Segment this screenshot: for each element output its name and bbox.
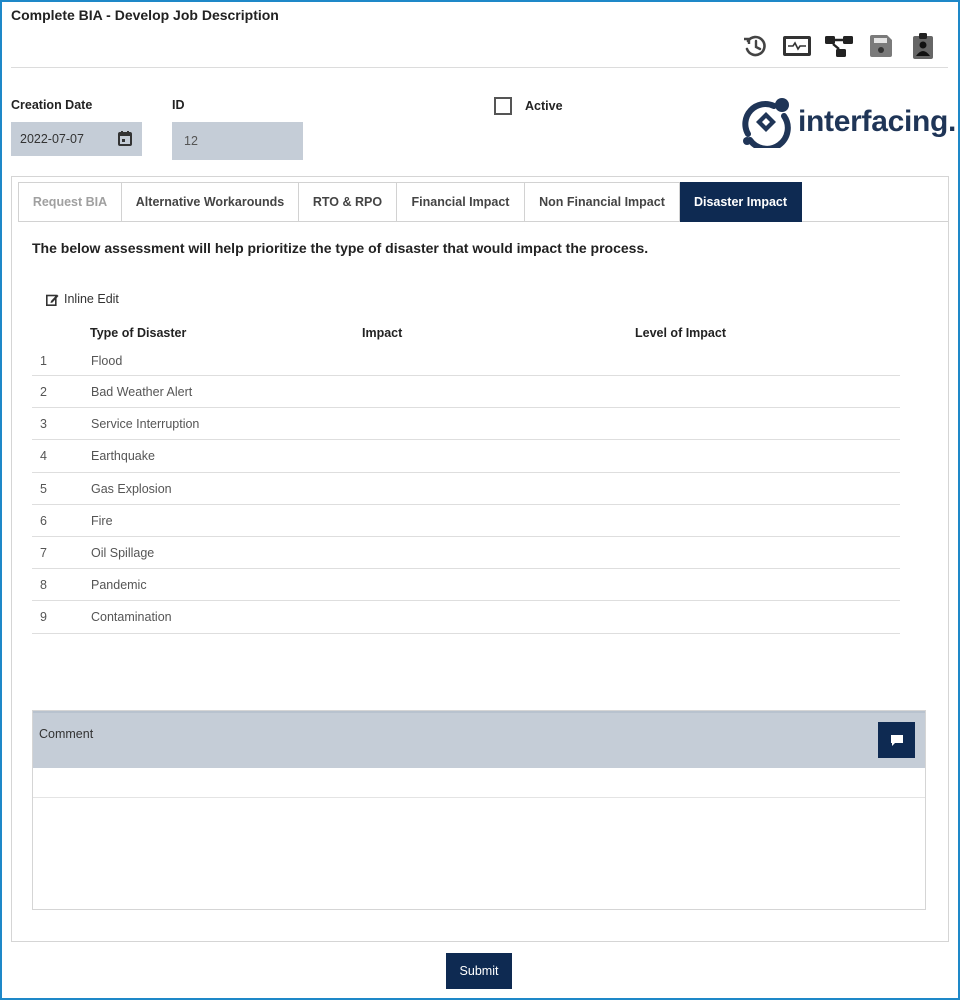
tab-non-financial-impact[interactable]: Non Financial Impact [525,182,680,222]
row-number: 9 [40,610,47,625]
table-row[interactable] [32,473,900,505]
disaster-table [32,345,900,634]
creation-date-field[interactable] [11,122,142,156]
active-checkbox[interactable] [494,97,512,115]
tab-bar-underline [802,221,948,222]
comment-header [33,711,925,768]
table-row[interactable] [32,569,900,601]
interfacing-logo-icon [740,96,792,148]
workflow-button[interactable] [824,31,854,61]
logo [740,96,956,148]
comment-panel [32,710,926,910]
tab-request-bia[interactable]: Request BIA [18,182,122,222]
disaster-type: Gas Explosion [91,481,172,496]
tab-alternative-workarounds[interactable]: Alternative Workarounds [122,182,299,222]
disaster-type: Bad Weather Alert [91,385,193,399]
disaster-type: Fire [91,513,113,528]
column-header-impact: Impact [362,326,403,340]
inline-edit-button[interactable] [46,292,119,306]
id-field [172,122,303,160]
table-row[interactable] [32,537,900,569]
history-icon [742,33,768,59]
header-divider [11,67,948,68]
tab-rto-rpo[interactable]: RTO & RPO [299,182,397,222]
save-button[interactable] [866,31,896,61]
clipboard-button[interactable] [908,31,938,61]
toolbar [740,31,938,61]
disaster-type: Flood [91,354,123,368]
tab-bar [18,182,802,222]
submit-button[interactable]: Submit [446,953,512,989]
comment-title: Comment [39,727,94,741]
column-header-type: Type of Disaster [90,326,187,340]
table-row[interactable] [32,505,900,537]
id-value: 12 [184,134,198,148]
active-label: Active [525,99,563,113]
row-number: 1 [40,354,47,368]
column-header-level: Level of Impact [635,326,726,340]
row-number: 6 [40,513,47,528]
active-toggle [494,97,563,115]
row-number: 7 [40,545,47,560]
add-comment-button[interactable] [878,722,915,758]
id-label: ID [172,98,185,112]
inline-edit-label: Inline Edit [64,292,119,306]
table-row[interactable] [32,345,900,376]
row-number: 8 [40,578,47,593]
comment-icon [890,734,904,747]
history-button[interactable] [740,31,770,61]
calendar-icon[interactable] [118,131,132,146]
comment-input[interactable] [33,768,925,798]
disaster-type: Pandemic [91,578,147,593]
disaster-type: Contamination [91,610,172,625]
monitor-button[interactable] [782,31,812,61]
tab-disaster-impact[interactable]: Disaster Impact [680,182,802,222]
monitor-pulse-icon [782,34,812,58]
creation-date-value: 2022-07-07 [20,132,84,146]
row-number: 2 [40,385,47,399]
table-row[interactable] [32,440,900,472]
workflow-icon [824,33,854,59]
table-row[interactable] [32,601,900,633]
row-number: 3 [40,417,47,432]
page-title: Complete BIA - Develop Job Description [11,7,279,23]
edit-icon [46,293,59,306]
creation-date-label: Creation Date [11,98,93,112]
row-number: 5 [40,481,47,496]
table-row[interactable] [32,408,900,440]
disaster-type: Oil Spillage [91,545,155,560]
logo-text: interfacing. [798,105,957,138]
tab-financial-impact[interactable]: Financial Impact [397,182,525,222]
disaster-type: Service Interruption [91,417,200,432]
clipboard-user-icon [912,32,934,60]
table-row[interactable] [32,376,900,408]
assessment-description: The below assessment will help prioritize the type of disaster that would impact the process. [32,240,649,256]
row-number: 4 [40,449,47,464]
save-icon [869,34,893,58]
disaster-type: Earthquake [91,449,155,464]
